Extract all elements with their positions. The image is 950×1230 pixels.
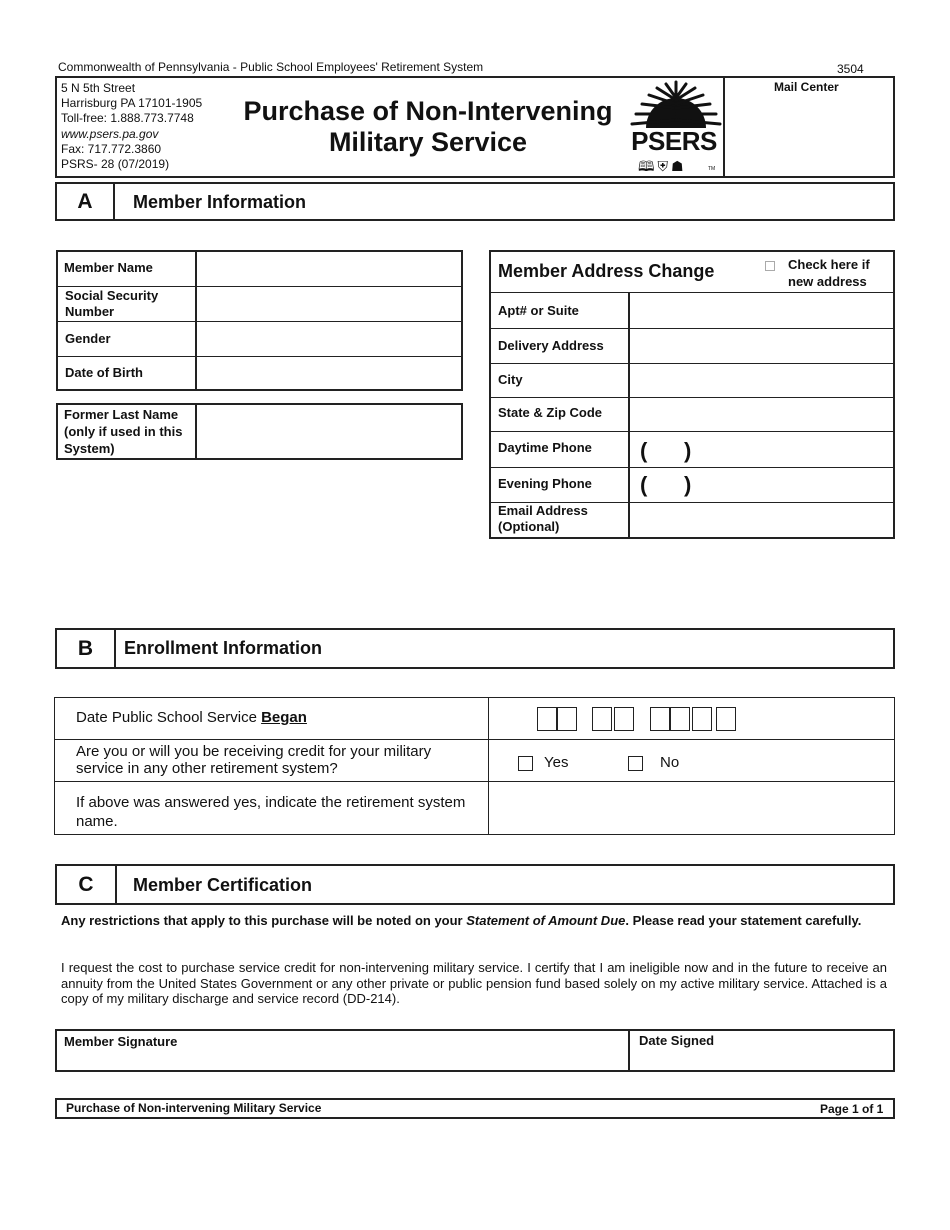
member-name-field[interactable]: [197, 252, 461, 286]
new-address-checkbox[interactable]: [765, 261, 775, 271]
gender-field[interactable]: [197, 323, 461, 356]
service-began-date-field[interactable]: [490, 699, 893, 739]
other-retirement-question: Are you or will you be receiving credit for your military service in any other retirement system?: [76, 743, 432, 777]
gender-label: Gender: [65, 331, 111, 346]
section-b-letter: B: [77, 637, 94, 660]
retirement-system-name-field[interactable]: [490, 783, 893, 833]
certification-text: I request the cost to purchase service credit for non-intervening military service. I certify that I am ineligible now and in the future to receive an annuity from the United States Government or any other private or public pension fund based solely on my active military service. Attached is a copy of my military discharge and service record (DD-214).: [61, 960, 887, 1006]
date-signed-label: Date Signed: [639, 1033, 715, 1048]
state-zip-field[interactable]: [630, 399, 893, 431]
new-address-check-label: Check here if new address: [788, 257, 870, 289]
restriction-notice: Any restrictions that apply to this purchase will be noted on your Statement of Amount Due. Please read your statement carefully.: [61, 913, 862, 928]
dob-label: Date of Birth: [65, 365, 143, 380]
day-digit-2[interactable]: [614, 707, 634, 731]
contact-block: [61, 81, 202, 172]
page-title: [232, 96, 624, 158]
logo-icons: [638, 156, 687, 180]
header-divider: [723, 76, 725, 178]
year-digit-1[interactable]: [650, 707, 670, 731]
form-id: PSRS- 28 (07/2019): [61, 157, 170, 172]
apt-field[interactable]: [630, 294, 893, 328]
dob-field[interactable]: [197, 358, 461, 390]
city-field[interactable]: [630, 365, 893, 397]
year-digit-4[interactable]: [716, 707, 736, 731]
address-line1: 5 N 5th Street: [61, 81, 136, 95]
former-last-name-label: Former Last Name (only if used in this System): [64, 407, 183, 456]
ssn-field[interactable]: [197, 288, 461, 321]
apt-label: Apt# or Suite: [498, 303, 579, 318]
member-name-label: Member Name: [64, 260, 153, 275]
psers-logo: [630, 80, 722, 176]
footer-title: Purchase of Non-intervening Military Service: [66, 1101, 322, 1115]
fax-number: Fax: 717.772.3860: [61, 141, 162, 156]
section-a-letter: A: [77, 190, 93, 213]
logo-tm: TM: [708, 166, 716, 172]
sunburst-icon: [630, 80, 722, 130]
daytime-phone-field[interactable]: ( ): [640, 438, 692, 463]
ssn-label: Social Security Number: [65, 288, 159, 319]
title-line1: Purchase of Non-Intervening: [243, 96, 613, 126]
year-digit-3[interactable]: [692, 707, 712, 731]
delivery-address-field[interactable]: [630, 330, 893, 363]
address-change-title: Member Address Change: [498, 261, 715, 281]
date-signed-field[interactable]: [630, 1031, 893, 1070]
section-c-letter: C: [78, 873, 94, 896]
section-c-title: Member Certification: [133, 875, 313, 895]
service-began-question: Date Public School Service Began: [76, 709, 307, 726]
evening-phone-label: Evening Phone: [498, 476, 592, 491]
email-label: Email Address (Optional): [498, 503, 588, 534]
agency-name: Commonwealth of Pennsylvania - Public School Employees' Retirement System: [58, 60, 484, 74]
no-label: No: [660, 754, 680, 771]
section-b-title: Enrollment Information: [124, 638, 322, 658]
daytime-phone-label: Daytime Phone: [498, 440, 592, 455]
logo-text: PSERS: [631, 126, 717, 156]
email-field[interactable]: [630, 504, 893, 537]
state-zip-label: State & Zip Code: [498, 405, 603, 420]
mail-center-label: Mail Center: [774, 80, 839, 94]
yes-checkbox[interactable]: [518, 756, 533, 771]
delivery-address-label: Delivery Address: [498, 338, 604, 353]
year-digit-2[interactable]: [670, 707, 690, 731]
member-signature-field[interactable]: [57, 1031, 628, 1070]
address-line2: Harrisburg PA 17101-1905: [61, 96, 203, 111]
no-checkbox[interactable]: [628, 756, 643, 771]
shield-icon: ⛨: [657, 158, 672, 174]
form-code: 3504: [837, 62, 864, 76]
graduation-cap-icon: ☗: [671, 158, 687, 174]
book-icon: 🕮: [638, 158, 658, 174]
page-number: Page 1 of 1: [820, 1102, 884, 1116]
retirement-system-question: If above was answered yes, indicate the retirement system name.: [76, 794, 466, 830]
former-last-name-field[interactable]: [197, 405, 461, 458]
month-digit-1[interactable]: [537, 707, 557, 731]
evening-phone-field[interactable]: ( ): [640, 472, 692, 497]
section-a-title: Member Information: [133, 192, 307, 212]
tollfree-number: Toll-free: 1.888.773.7748: [61, 111, 194, 126]
website-link[interactable]: www.psers.pa.gov: [61, 126, 159, 141]
city-label: City: [498, 372, 523, 387]
month-digit-2[interactable]: [557, 707, 577, 731]
yes-label: Yes: [544, 754, 569, 771]
title-line2: Military Service: [328, 127, 528, 157]
day-digit-1[interactable]: [592, 707, 612, 731]
member-signature-label: Member Signature: [64, 1034, 178, 1049]
